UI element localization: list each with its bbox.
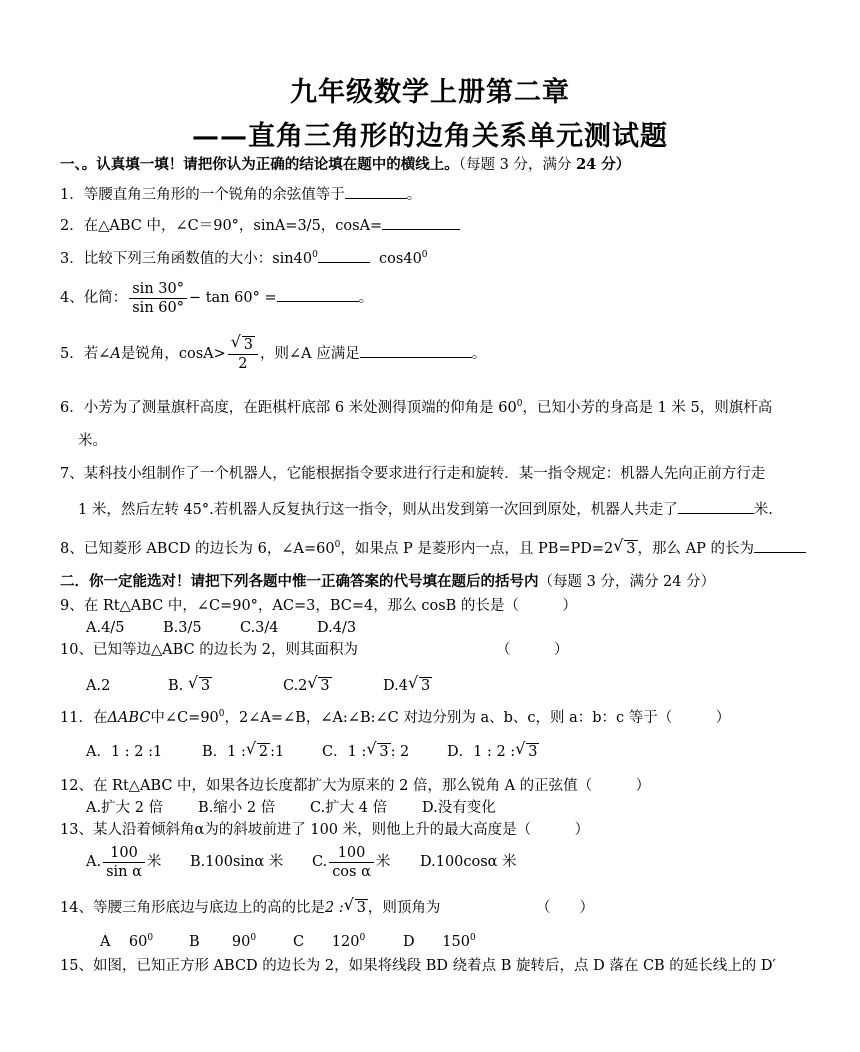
- q11-option-d-label: D．1 : 2 :: [447, 744, 516, 760]
- q14-ratio: 2 :: [324, 900, 344, 916]
- q14-c-value: 120: [331, 934, 360, 950]
- question-12: [60, 776, 650, 796]
- q9-option-a[interactable]: A.4/5: [86, 620, 125, 636]
- q14-answer-paren[interactable]: （ ）: [536, 900, 594, 916]
- question-3: [60, 248, 428, 269]
- q14-d-value: 150: [442, 934, 470, 950]
- q11-triangle: ΔABC: [107, 710, 151, 726]
- q10-option-d-label: D.4: [383, 678, 408, 694]
- question-11: [60, 708, 730, 728]
- q12-option-b[interactable]: B.缩小 2 倍: [198, 800, 276, 816]
- q13-option-c-label: C.: [312, 854, 328, 870]
- q2-text: 2．在△ABC 中，∠C＝90°，sinA=3/5，cosA=: [60, 218, 383, 234]
- q13-option-c-fraction: [329, 844, 374, 881]
- q14-a-degree: 0: [147, 933, 154, 943]
- q14-a-letter: A: [100, 934, 111, 950]
- q14-c-degree: 0: [359, 933, 366, 943]
- q11-option-c-tail: : 2: [390, 744, 410, 760]
- q3-text-a: 3．比较下列三角函数值的大小：sin40: [60, 251, 313, 267]
- q7-text-b: 1 米，然后左转 45°.若机器人反复执行这一指令，则从出发到第一次回到原处，机器人共走了: [78, 502, 678, 518]
- q11-option-b-radicand: 2: [258, 744, 269, 760]
- q6-text-c: 米。: [78, 433, 107, 449]
- q12-text: 12、在 Rt△ABC 中，如果各边长度都扩大为原来的 2 倍，那么锐角 A 的正弦值（ ）: [60, 778, 651, 794]
- section-2-heading: [60, 572, 715, 592]
- q14-option-c[interactable]: [293, 932, 403, 952]
- q10-option-c-label: C.2: [283, 678, 308, 694]
- q10-text: 10、已知等边△ABC 的边长为 2，则其面积为: [60, 642, 359, 658]
- q11-option-d-radicand: 3: [528, 744, 538, 760]
- question-4: [60, 278, 373, 318]
- q11-option-c-label: C．1 :: [322, 744, 367, 760]
- q9-text: 9、在 Rt△ABC 中，∠C=90°，AC=3，BC=4，那么 cosB 的长是（ ）: [60, 598, 577, 614]
- q4-text: 4、化简：: [60, 290, 128, 306]
- question-10-options: [86, 673, 432, 696]
- q13-a-denominator: sin α: [106, 863, 142, 880]
- q1-blank[interactable]: [345, 184, 407, 199]
- q10-option-b[interactable]: B. √ 3: [168, 673, 211, 694]
- q8-text-a: 8、已知菱形 ABCD 的边长为 6，∠A=60: [60, 541, 335, 557]
- q14-option-a[interactable]: [100, 932, 189, 952]
- question-13-options: [86, 842, 517, 882]
- q8-radicand: 3: [626, 541, 636, 557]
- q4-expression: − tan 60° =: [188, 290, 277, 306]
- question-6: [60, 398, 772, 418]
- q11-option-c-radicand: 3: [379, 744, 389, 760]
- section-1-text: 一、。认真填一填！请把你认为正确的结论填在题中的横线上。: [60, 156, 459, 173]
- q5-text-a: 5．若: [60, 346, 99, 362]
- q10-option-b-label: B.: [168, 678, 184, 694]
- q5-fraction: [228, 331, 258, 373]
- q13-option-a-label: A.: [86, 854, 102, 870]
- q5-denominator: 2: [238, 355, 248, 372]
- question-7-cont: [78, 499, 773, 520]
- q4-denominator: sin 60°: [132, 299, 184, 316]
- q13-option-a-fraction: [103, 844, 145, 881]
- question-14: [60, 895, 441, 918]
- q14-d-letter: D: [403, 934, 415, 950]
- q7-end: 米.: [753, 502, 773, 518]
- q5-angle: ∠A: [98, 346, 121, 362]
- q1-end: 。: [406, 187, 422, 203]
- section-1-note: （每题 3 分，满分: [458, 157, 577, 173]
- question-5: [60, 331, 487, 374]
- q4-blank[interactable]: [277, 287, 359, 302]
- q3-degree-b: 0: [421, 250, 428, 260]
- q14-d-degree: 0: [469, 933, 476, 943]
- q15-text: 15、如图，已知正方形 ABCD 的边长为 2，如果将线段 BD 绕着点 B 旋转后，点 D 落在 CB 的延长线上的 D′: [60, 958, 776, 974]
- q13-text: 13、某人沿着倾斜角α为的斜坡前进了 100 米，则他上升的最大高度是（ ）: [60, 822, 590, 838]
- question-7: [60, 464, 765, 484]
- q14-sqrt: √ 3: [343, 895, 366, 916]
- title-line-2: ——直角三角形的边角关系单元测试题: [192, 121, 668, 152]
- q13-a-numerator: 100: [103, 844, 145, 863]
- q5-end: 。: [471, 346, 487, 362]
- q11-text-a: 11．在: [60, 710, 108, 726]
- q13-c-numerator: 100: [329, 844, 374, 863]
- question-9: [60, 596, 577, 616]
- q6-text-b: ，已知小芳的身高是 1 米 5，则旗杆高: [522, 400, 773, 416]
- q5-text-c: ，则∠A 应满足: [260, 346, 360, 362]
- q8-sqrt: √ 3: [613, 536, 636, 557]
- q1-text: 1．等腰直角三角形的一个锐角的余弦值等于: [60, 187, 345, 203]
- q3-text-b: cos40: [379, 251, 422, 267]
- q7-blank[interactable]: [678, 499, 754, 514]
- q4-fraction: [129, 280, 187, 317]
- q10-answer-paren[interactable]: （ ）: [496, 642, 569, 658]
- q5-radicand: 3: [243, 336, 254, 353]
- question-6-cont: [78, 431, 107, 451]
- q14-a-value: 60: [128, 934, 148, 950]
- q13-option-c[interactable]: [312, 842, 420, 882]
- q11-option-d[interactable]: D．1 : 2 : √ 3: [447, 739, 538, 760]
- q11-option-b-tail: :1: [270, 744, 285, 760]
- question-1: [60, 184, 421, 205]
- q13-option-d[interactable]: D.100cosα 米: [420, 854, 517, 870]
- q14-b-value: 90: [231, 934, 251, 950]
- q5-gt: >: [213, 346, 226, 362]
- q6-degree: 0: [516, 399, 523, 409]
- q10-option-c[interactable]: C.2 √ 3: [283, 673, 330, 694]
- q8-text-c: ，那么 AP 的长为: [637, 541, 754, 557]
- q10-option-d-radicand: 3: [420, 678, 431, 694]
- question-15: [60, 956, 776, 976]
- q5-blank[interactable]: [360, 343, 472, 358]
- question-13: [60, 820, 589, 840]
- question-8: [60, 538, 806, 559]
- q5-numerator: √ 3: [228, 336, 258, 355]
- q13-c-unit: 米: [375, 854, 391, 870]
- q11-text-b: 中∠C=90: [150, 710, 219, 726]
- q10-option-b-radicand: 3: [200, 678, 211, 694]
- q14-text-a: 14、等腰三角形底边与底边上的高的比是: [60, 900, 325, 916]
- section-2-text: 二．你一定能选对！请把下列各题中惟一正确答案的代号填在题后的括号内: [60, 573, 539, 590]
- q11-option-b-label: B．1 :: [202, 744, 246, 760]
- question-14-options: [100, 932, 476, 952]
- q14-b-letter: B: [189, 934, 200, 950]
- q10-option-a[interactable]: A.2: [86, 678, 111, 694]
- q10-option-d[interactable]: D.4 √ 3: [383, 673, 431, 694]
- q13-a-unit: 米: [146, 854, 162, 870]
- q8-degree: 0: [334, 540, 341, 550]
- q12-option-c[interactable]: C.扩大 4 倍: [310, 800, 388, 816]
- q13-option-b[interactable]: B.100sinα 米: [190, 854, 284, 870]
- section-2-note: （每题 3 分，满分 24 分）: [538, 574, 716, 590]
- q9-option-c[interactable]: C.3/4: [240, 620, 279, 636]
- q9-option-b[interactable]: B.3/5: [163, 620, 202, 636]
- q13-option-a[interactable]: [86, 842, 190, 882]
- q8-text-b: ，如果点 P 是菱形内一点，且 PB=PD=2: [340, 541, 614, 557]
- q11-option-b[interactable]: B．1 : √ 2 :1: [202, 739, 285, 760]
- q7-text-a: 7、某科技小组制作了一个机器人，它能根据指令要求进行行走和旋转．某一指令规定：机器人先向正前方行走: [60, 466, 766, 482]
- question-10: [60, 640, 358, 660]
- q9-option-d[interactable]: D.4/3: [317, 620, 357, 636]
- question-9-options: [86, 618, 356, 638]
- question-11-options: [86, 739, 539, 762]
- section-1-score: 24 分）: [576, 156, 631, 173]
- q3-blank[interactable]: [318, 248, 370, 263]
- q8-blank[interactable]: [754, 538, 806, 553]
- q14-text-b: ，则顶角为: [367, 900, 441, 916]
- q11-option-c[interactable]: C．1 : √ 3 : 2: [322, 739, 410, 760]
- title-line-1: 九年级数学上册第二章: [290, 77, 570, 108]
- q10-option-c-radicand: 3: [320, 678, 330, 694]
- q11-degree: 0: [218, 709, 225, 719]
- q2-blank[interactable]: [382, 215, 460, 230]
- q13-c-denominator: cos α: [332, 863, 371, 880]
- q12-option-d[interactable]: D.没有变化: [422, 800, 496, 816]
- q3-degree-a: 0: [312, 250, 318, 260]
- q4-end: 。: [358, 290, 374, 306]
- q14-option-b[interactable]: [189, 932, 293, 952]
- q4-numerator: sin 30°: [129, 280, 187, 299]
- q12-option-a[interactable]: A.扩大 2 倍: [86, 800, 164, 816]
- q14-b-degree: 0: [250, 933, 257, 943]
- q14-option-d[interactable]: [403, 932, 476, 952]
- section-1-heading: [60, 155, 630, 175]
- q14-radicand: 3: [356, 900, 366, 916]
- q6-text-a: 6．小芳为了测量旗杆高度，在距棋杆底部 6 米处测得顶端的仰角是 60: [60, 400, 517, 416]
- q11-option-a[interactable]: A．1 : 2 :1: [86, 744, 163, 760]
- question-2: [60, 215, 460, 236]
- q5-text-b: 是锐角，cosA: [120, 346, 214, 362]
- question-12-options: [86, 798, 496, 818]
- q14-c-letter: C: [293, 934, 305, 950]
- q11-text-c: ，2∠A=∠B，∠A:∠B:∠C 对边分别为 a、b、c，则 a：b：c 等于（ ）: [224, 710, 731, 726]
